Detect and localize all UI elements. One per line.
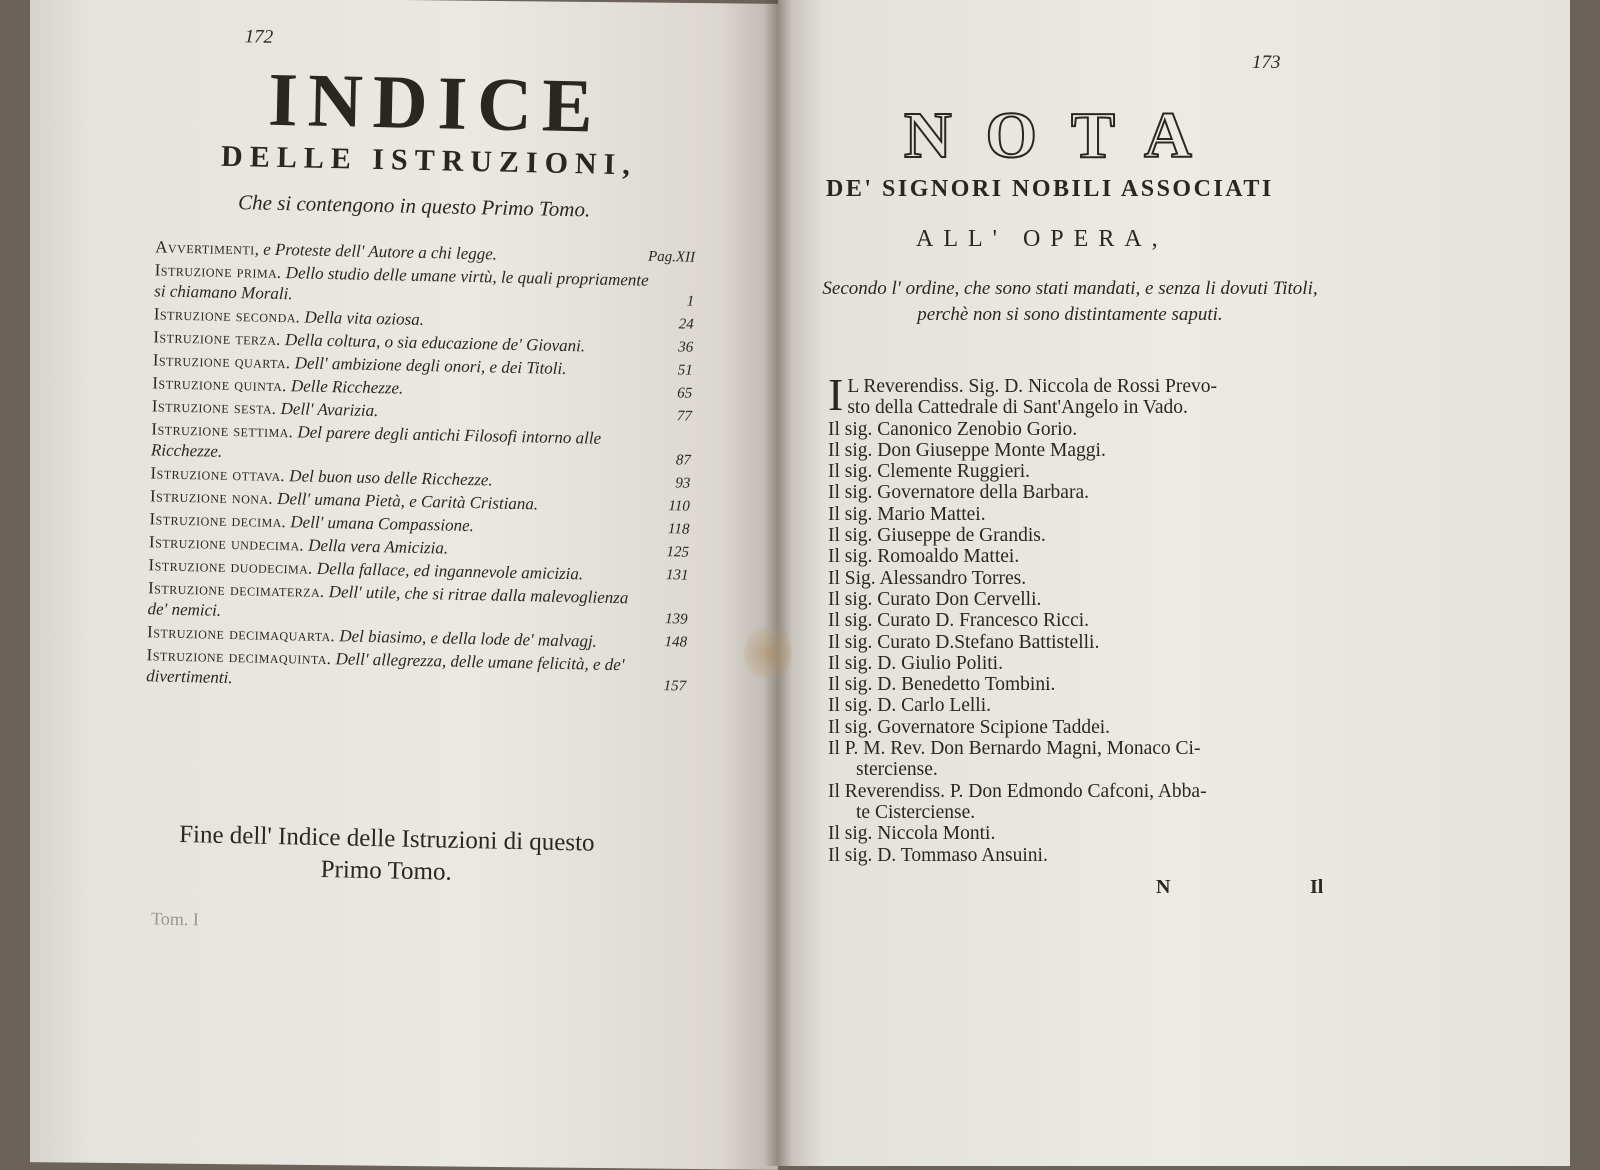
toc-entry-page: 118 (667, 521, 690, 538)
toc-entry-desc: . Della fallace, ed ingannevole amicizia. (308, 558, 584, 584)
toc-entry-head: Avvertimenti (155, 237, 255, 259)
toc-entry-desc: . Della vita oziosa. (295, 307, 425, 330)
toc-entry-page: 110 (668, 498, 691, 515)
toc-entry-page: 65 (677, 385, 693, 402)
list-item-continuation: sterciense. (856, 759, 938, 781)
toc-entry-head: Istruzione terza (153, 327, 277, 349)
list-item: Il Sig. Alessandro Torres. (828, 567, 1027, 589)
list-item: Il sig. D. Carlo Lelli. (828, 695, 992, 717)
paper-stain (744, 624, 792, 682)
nota-subtitle: DE' SIGNORI NOBILI ASSOCIATI (826, 176, 1274, 202)
book-gutter (764, 0, 792, 1166)
list-item: Il sig. Governatore della Barbara. (828, 482, 1089, 504)
toc-entry-head: Istruzione prima (154, 260, 278, 282)
toc-entry-desc: . Dell' umana Pietà, e Carità Cristiana. (268, 488, 539, 514)
toc-entry-page: 139 (664, 611, 688, 628)
toc-entry-head: Istruzione decimaquinta (146, 645, 328, 669)
toc-entry-page: 157 (663, 678, 687, 695)
toc-entry (146, 644, 687, 697)
first-name-line-2: sto della Cattedrale di Sant'Angelo in Vado. (847, 397, 1188, 419)
signature-mark: Tom. I (150, 908, 200, 930)
toc-entry-head: Istruzione nona (149, 486, 269, 508)
right-page-number: 173 (1252, 52, 1281, 73)
toc-entry-head: Istruzione decima (149, 509, 283, 532)
nota-title: NOTA (904, 99, 1226, 172)
toc-entry-page: 125 (666, 544, 690, 561)
list-item: Il sig. D. Giulio Politi. (828, 652, 1003, 674)
drop-cap: I (828, 369, 844, 420)
toc-entry-head: Istruzione settima (151, 419, 290, 442)
toc-entry-page: 51 (677, 362, 693, 379)
catchword-left: N (1156, 876, 1171, 898)
nota-paragraph: Secondo l' ordine, che sono stati mandati, e senza li dovuti Titoli, perchè non si sono distintamente saputi. (822, 278, 1318, 325)
toc-entry-head: Istruzione duodecima (148, 555, 309, 578)
list-item: Il sig. D. Tommaso Ansuini. (828, 844, 1048, 866)
toc-entry-page: 131 (665, 567, 689, 584)
toc-entry-head: Istruzione quinta (152, 373, 283, 396)
list-item: Il sig. Curato D. Francesco Ricci. (828, 610, 1090, 632)
toc-entry-desc: . Del buon uso delle Ricchezze. (280, 466, 493, 490)
list-item: Il sig. Curato Don Cervelli. (828, 588, 1042, 610)
toc-entry-page: Pag.XII (647, 248, 696, 266)
list-item: Il sig. Niccola Monti. (828, 823, 996, 845)
list-item: Il Reverendiss. P. Don Edmondo Cafconi, Abba- (828, 780, 1207, 802)
list-item: Il sig. Clemente Ruggieri. (828, 461, 1031, 483)
toc-entry-head: Istruzione sesta (151, 396, 273, 418)
first-name-line-1: L Reverendiss. Sig. D. Niccola de Rossi Prevo- (847, 376, 1218, 397)
toc-entry-desc: . Delle Ricchezze. (282, 376, 404, 398)
table-of-contents (146, 236, 695, 699)
list-item: Il P. M. Rev. Don Bernardo Magni, Monaco Ci- (828, 738, 1201, 760)
list-item (828, 369, 1338, 420)
toc-entry-desc: . Dell' utile, che si ritrae dalla malevoglienza de' nemici. (147, 581, 629, 620)
list-item: Il sig. Canonico Zenobio Gorio. (828, 418, 1078, 440)
toc-entry-desc: . Dell' Avarizia. (271, 398, 379, 421)
list-item: Il sig. Governatore Scipione Taddei. (828, 716, 1111, 738)
index-subtitle: DELLE ISTRUZIONI, (220, 139, 638, 182)
toc-entry-desc: . Dell' allegrezza, delle umane felicità, e de' divertimenti. (146, 649, 625, 688)
toc-entry-page: 36 (678, 339, 694, 356)
list-item: Il sig. Curato D.Stefano Battistelli. (828, 631, 1100, 653)
list-item-continuation: te Cisterciense. (856, 801, 976, 823)
catchword-right: Il (1310, 876, 1324, 898)
toc-entry-desc: . Dell' ambizione degli onori, e dei Titoli. (286, 353, 567, 379)
toc-entry-desc: . Del biasimo, e della lode de' malvagj. (330, 626, 598, 651)
toc-entry-head: Istruzione decimaterza (147, 578, 321, 601)
subscriber-list (828, 369, 1338, 866)
toc-entry-desc: . Del parere degli antichi Filosofi intorno alle Ricchezze. (150, 422, 602, 461)
list-item: Il sig. Don Giuseppe Monte Maggi. (828, 439, 1106, 461)
list-item: Il sig. Romoaldo Mattei. (828, 546, 1020, 568)
toc-entry-page: 148 (664, 634, 688, 651)
toc-entry-desc: , e Proteste dell' Autore a chi legge. (254, 239, 498, 264)
index-subline: Che si contengono in questo Primo Tomo. (237, 190, 591, 222)
toc-entry-desc: . Della coltura, o sia educazione de' Giovani. (276, 329, 586, 356)
toc-entry-desc: . Dell' umana Compassione. (281, 512, 475, 536)
toc-entry-head: Istruzione ottava (150, 463, 281, 486)
toc-entry-page: 93 (675, 475, 691, 492)
list-item: Il sig. Giuseppe de Grandis. (828, 525, 1046, 547)
toc-entry-page: 77 (676, 408, 692, 425)
toc-entry-head: Istruzione decimaquarta (146, 622, 332, 646)
toc-entry-desc: . Della vera Amicizia. (299, 535, 449, 558)
toc-entry-page: 1 (686, 293, 695, 310)
left-page-number: 172 (244, 26, 274, 48)
toc-entry-page: 24 (678, 316, 694, 333)
list-item: Il sig. Mario Mattei. (828, 503, 986, 525)
index-closing: Fine dell' Indice delle Istruzioni di questo Primo Tomo. (178, 821, 595, 886)
toc-entry-head: Istruzione seconda (153, 304, 297, 327)
toc-entry-head: Istruzione quarta (152, 350, 287, 373)
nota-subtitle-2: ALL' OPERA, (916, 226, 1168, 252)
index-title: INDICE (267, 57, 604, 149)
list-item: Il sig. D. Benedetto Tombini. (828, 674, 1056, 696)
toc-entry-page: 87 (675, 452, 692, 469)
toc-entry-desc: . Dello studio delle umane virtù, le quali propriamente si chiamano Morali. (154, 262, 649, 304)
toc-entry-head: Istruzione undecima (148, 532, 300, 555)
